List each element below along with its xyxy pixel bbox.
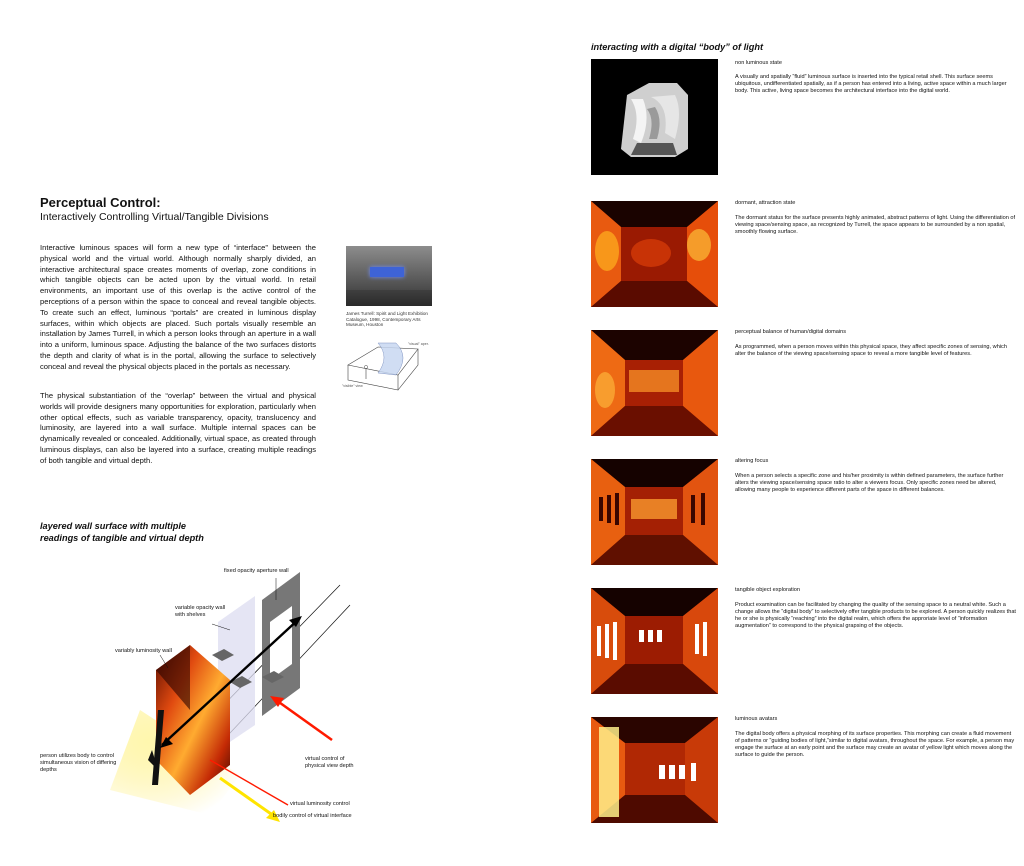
state-title-4: altering focus	[735, 458, 769, 464]
label-person-control: person utilizes body to control simultaneous vision of differing depths	[40, 753, 117, 773]
state-description-4: When a person selects a specific zone and his/her proximity is within defined parameters, the surface further alters the viewing space/sensing space ratio to alter a viewers focus. Only specific zones need be altered, allowing many people to experience different parts of the space in different balances.	[735, 473, 1004, 493]
virtual-control-arrow	[276, 700, 332, 740]
turrell-installation-photo	[346, 246, 432, 306]
overlap-paragraph: The physical substantiation of the “overlap” between the virtual and physical worlds will provide designers many opportunities for exploration, particularly when other optical effects, such as variable transparency, opacity, translucency and luminosity, are layered into a wall surface. Multiple internal spaces can be dynamically revealed or concealed. Additionally, virtual space, as created through luminous displays, can also be layered into a surface, creating multiple readings of both tangible and virtual depth.	[40, 391, 316, 465]
state-description-3: As programmed, when a person moves within this physical space, they affect specific zones of sensing, which alter the balance of the viewing space/sensing space to reveal a more tangible level of features.	[735, 344, 1007, 357]
diagram-heading-line-1: layered wall surface with multiple	[40, 521, 187, 531]
state-description-1: A visually and spatially “fluid” luminous surface is inserted into the typical retail shell. This surface seems ubiquitous, undifferentiated spatially, as if a person has entered into a living, active space within a much larger body. This active, living space becomes the architectural interface into the digital world.	[735, 74, 1007, 94]
state-title-6: luminous avatars	[735, 716, 778, 722]
label-fixed-aperture-wall: fixed opacity aperture wall	[224, 568, 289, 574]
panel-image-non-luminous	[591, 59, 718, 175]
panel-image-dormant	[591, 201, 718, 307]
state-description-6: The digital body offers a physical morphing of its surface properties. This morphing can create a fluid movement of patterns or “guiding bodies of light,”similar to digital avatars, throughout the space. For example, a person may engage the surface at an early point and the surface may create an avatar of yellow light which moves along the surface to guide the person.	[735, 731, 1015, 758]
sketch-label-aperture: "visual" aper.	[408, 342, 429, 346]
label-bodily-control: bodily control of virtual interface	[273, 813, 352, 819]
state-description-5: Product examination can be facilitated by changing the quality of the sensing space to a neutral white. Such a change allows the “digital body” to selectively offer tangible products to be explored. A person quickly realizes that he or she is physically “reaching” into the digital realm, which offers the approriate level of “information augmentation” to correspond to the physical grapsing of the objects.	[735, 602, 1016, 629]
panel-image-tangible-exploration	[591, 588, 718, 694]
label-virtual-control: virtual control of physical view depth	[305, 756, 354, 769]
label-luminosity-wall: variably luminosity wall	[115, 648, 172, 654]
state-title-2: dormant, attraction state	[735, 200, 796, 206]
turrell-caption: James Turrell: Spirit and Light Exhibition Catalogue, 1998, Contemporary Arts Museum, Houston	[346, 311, 428, 328]
panel-image-perceptual-balance	[591, 330, 718, 436]
diagram-heading	[40, 521, 204, 544]
luminous-portal	[370, 267, 404, 277]
sketch-label-view: "visible" view	[342, 384, 363, 388]
label-virtual-luminosity: virtual luminosity control	[290, 801, 350, 807]
page-title: Perceptual Control:	[40, 195, 161, 210]
state-title-3: perceptual balance of human/digital domains	[735, 329, 847, 335]
diagram-heading-line-2: readings of tangible and virtual depth	[40, 532, 204, 543]
panel-image-luminous-avatars	[591, 717, 718, 823]
sensing-space-sketch	[338, 335, 438, 395]
page-subtitle: Interactively Controlling Virtual/Tangible Divisions	[40, 211, 269, 223]
label-variable-opacity-wall: variable opacity wall with shelves	[175, 605, 226, 618]
panel-image-altering-focus	[591, 459, 718, 565]
layered-wall-diagram	[40, 560, 400, 830]
intro-paragraph: Interactive luminous spaces will form a new type of “interface” between the physical world and the virtual world. Although normally sharply divided, an interactive architectural space creates moments of overlap, zone conditions in which tangible objects can be acted upon by the virtual world. In retail environments, an important use of this overlap is the active control of the perceptions of a person within the space to conceal and reveal tangible objects. To create such an effect, luminous “portals” are created in luminous display surfaces, within which objects are placed. Such portals visually resemble an installation by James Turrell, in which a person looks through an aperture in a wall into a uniform, luminous space. Adjusting the balance of the two surfaces distorts the depth and clarity of what is in the portal, allowing the surface to selectively conceal and reveal the physical objects placed in the portals as necessary.	[40, 243, 316, 371]
bodily-control-arrow	[220, 778, 274, 816]
right-heading: interacting with a digital “body” of light	[591, 42, 764, 52]
state-title-1: non luminous state	[735, 60, 782, 66]
state-title-5: tangible object exploration	[735, 587, 800, 593]
state-description-2: The dormant status for the surface presents highly animated, abstract patterns of light. Using the differentiation of viewing space/sensing space, as recognized by Turrell, the space appears to be surrounded by a non spatial, smoothly flowing surface.	[735, 215, 1016, 235]
